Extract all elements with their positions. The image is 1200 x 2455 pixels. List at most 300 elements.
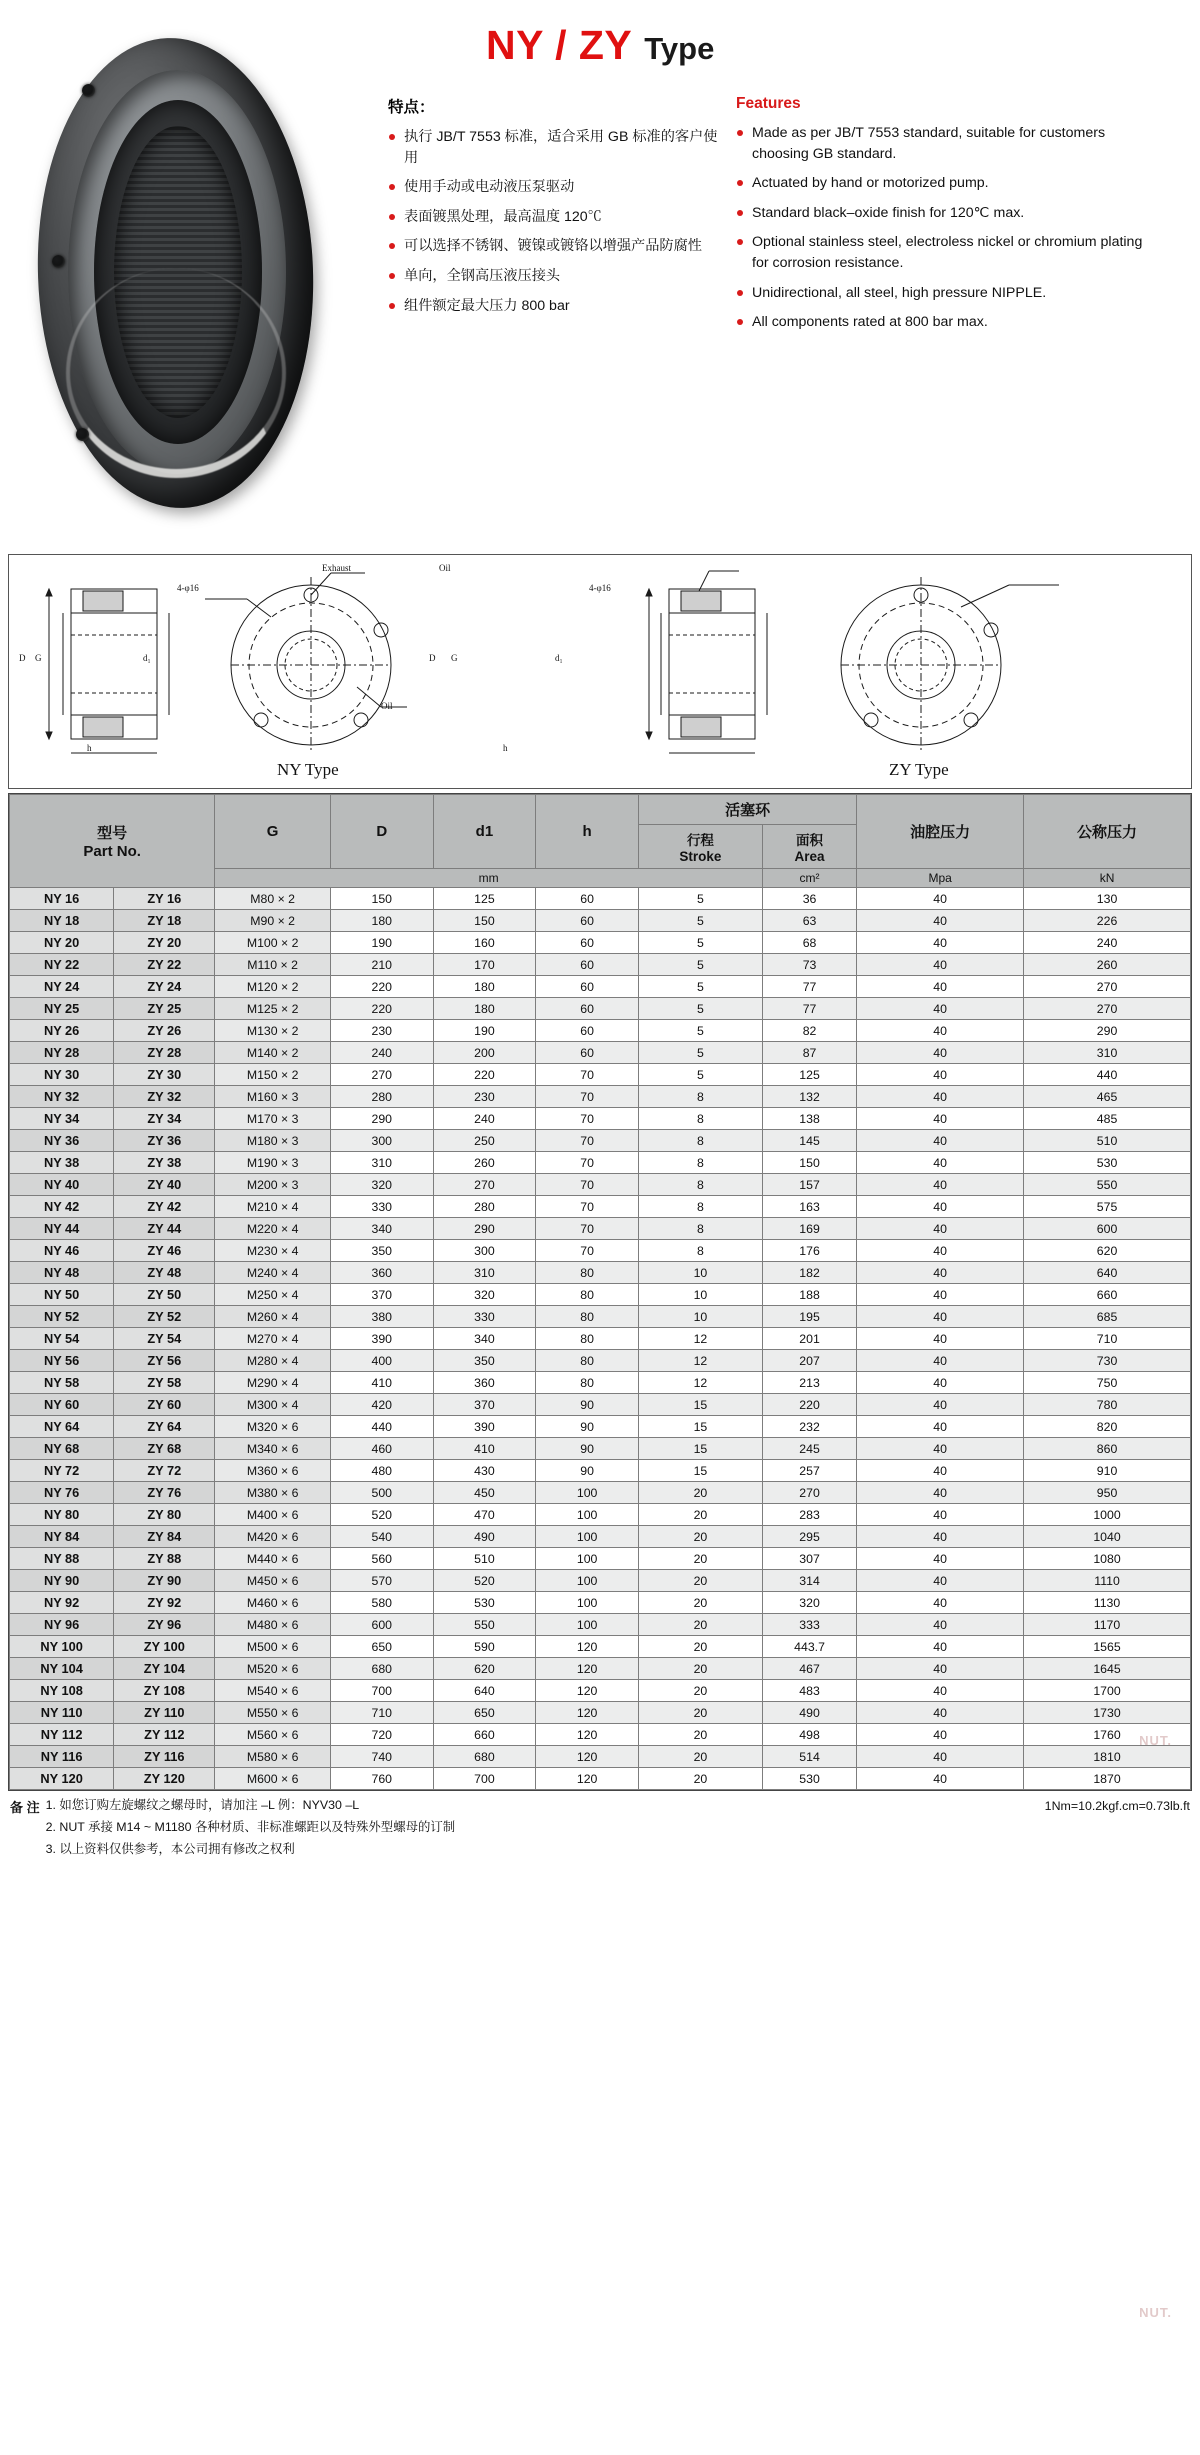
cell-ny-part: NY 116 [10,1746,114,1768]
cell-nominal-pressure: 600 [1024,1218,1191,1240]
cell-zy-part: ZY 25 [114,998,215,1020]
cell-ny-part: NY 110 [10,1702,114,1724]
cell-oil-pressure: 40 [857,1086,1024,1108]
cell-ny-part: NY 18 [10,910,114,932]
cell-oil-pressure: 40 [857,1592,1024,1614]
cell-nominal-pressure: 226 [1024,910,1191,932]
cell-stroke: 8 [638,1174,762,1196]
cell-ny-part: NY 25 [10,998,114,1020]
cell-g: M100 × 2 [215,932,331,954]
cell-d: 710 [330,1702,433,1724]
cell-g: M210 × 4 [215,1196,331,1218]
cell-area: 150 [762,1152,856,1174]
cell-zy-part: ZY 22 [114,954,215,976]
cell-nominal-pressure: 1565 [1024,1636,1191,1658]
cell-d1: 270 [433,1174,536,1196]
cell-d1: 160 [433,932,536,954]
cell-area: 132 [762,1086,856,1108]
table-row [10,1460,1191,1482]
cell-h: 100 [536,1526,639,1548]
cell-zy-part: ZY 60 [114,1394,215,1416]
cell-ny-part: NY 40 [10,1174,114,1196]
cell-ny-part: NY 32 [10,1086,114,1108]
cell-g: M80 × 2 [215,888,331,910]
cell-nominal-pressure: 685 [1024,1306,1191,1328]
cell-g: M230 × 4 [215,1240,331,1262]
cell-nominal-pressure: 310 [1024,1042,1191,1064]
cell-h: 70 [536,1174,639,1196]
cell-stroke: 8 [638,1130,762,1152]
cell-zy-part: ZY 50 [114,1284,215,1306]
cell-ny-part: NY 72 [10,1460,114,1482]
cell-g: M140 × 2 [215,1042,331,1064]
cell-stroke: 5 [638,1042,762,1064]
cell-h: 120 [536,1768,639,1790]
table-head [10,795,1191,888]
cell-zy-part: ZY 80 [114,1504,215,1526]
cell-area: 498 [762,1724,856,1746]
cell-zy-part: ZY 58 [114,1372,215,1394]
cell-area: 182 [762,1262,856,1284]
cell-d1: 350 [433,1350,536,1372]
cell-d: 700 [330,1680,433,1702]
cell-stroke: 10 [638,1284,762,1306]
cell-zy-part: ZY 16 [114,888,215,910]
cell-d1: 190 [433,1020,536,1042]
cell-nominal-pressure: 1080 [1024,1548,1191,1570]
cell-h: 100 [536,1570,639,1592]
cell-oil-pressure: 40 [857,1130,1024,1152]
table-row [10,1262,1191,1284]
cell-g: M200 × 3 [215,1174,331,1196]
cell-ny-part: NY 108 [10,1680,114,1702]
cell-h: 120 [536,1724,639,1746]
cell-oil-pressure: 40 [857,1526,1024,1548]
cell-d1: 650 [433,1702,536,1724]
cell-d: 420 [330,1394,433,1416]
cell-oil-pressure: 40 [857,1504,1024,1526]
cell-d: 350 [330,1240,433,1262]
cell-ny-part: NY 30 [10,1064,114,1086]
cell-nominal-pressure: 1760 [1024,1724,1191,1746]
cell-nominal-pressure: 270 [1024,976,1191,998]
cell-zy-part: ZY 46 [114,1240,215,1262]
cell-g: M400 × 6 [215,1504,331,1526]
cell-nominal-pressure: 730 [1024,1350,1191,1372]
cell-stroke: 20 [638,1614,762,1636]
list-item: Actuated by hand or motorized pump. [736,173,1156,194]
cell-stroke: 20 [638,1680,762,1702]
cell-area: 157 [762,1174,856,1196]
cell-h: 60 [536,954,639,976]
cell-oil-pressure: 40 [857,1152,1024,1174]
th-stroke [638,825,762,869]
cell-d1: 290 [433,1218,536,1240]
cell-nominal-pressure: 1130 [1024,1592,1191,1614]
notes-list [46,1797,456,1863]
cell-ny-part: NY 54 [10,1328,114,1350]
table-row [10,954,1191,976]
cell-zy-part: ZY 44 [114,1218,215,1240]
cell-area: 490 [762,1702,856,1724]
cell-stroke: 5 [638,976,762,998]
table-row [10,1240,1191,1262]
table-row [10,1614,1191,1636]
footer-section [10,1797,1190,1863]
cell-d1: 220 [433,1064,536,1086]
cell-h: 80 [536,1262,639,1284]
cell-d1: 660 [433,1724,536,1746]
spec-table [9,794,1191,1790]
cell-zy-part: ZY 92 [114,1592,215,1614]
cell-ny-part: NY 60 [10,1394,114,1416]
cell-d1: 680 [433,1746,536,1768]
cell-nominal-pressure: 270 [1024,998,1191,1020]
cell-d: 760 [330,1768,433,1790]
cell-h: 80 [536,1306,639,1328]
cell-nominal-pressure: 130 [1024,888,1191,910]
cell-g: M460 × 6 [215,1592,331,1614]
cell-h: 100 [536,1592,639,1614]
cell-g: M130 × 2 [215,1020,331,1042]
cell-area: 514 [762,1746,856,1768]
cell-oil-pressure: 40 [857,1746,1024,1768]
cell-ny-part: NY 104 [10,1658,114,1680]
cell-oil-pressure: 40 [857,1020,1024,1042]
list-item: 单向，全钢高压液压接头 [388,266,718,287]
unit-conversion-note: 1Nm=10.2kgf.cm=0.73lb.ft [1044,1799,1190,1813]
cell-zy-part: ZY 26 [114,1020,215,1042]
table-body [10,888,1191,1790]
cell-d1: 620 [433,1658,536,1680]
cell-d1: 125 [433,888,536,910]
cell-nominal-pressure: 510 [1024,1130,1191,1152]
cell-nominal-pressure: 575 [1024,1196,1191,1218]
cell-h: 90 [536,1416,639,1438]
cell-ny-part: NY 52 [10,1306,114,1328]
cell-oil-pressure: 40 [857,1196,1024,1218]
cell-oil-pressure: 40 [857,1460,1024,1482]
cell-nominal-pressure: 1700 [1024,1680,1191,1702]
cell-nominal-pressure: 780 [1024,1394,1191,1416]
list-item: Standard black–oxide finish for 120℃ max. [736,203,1156,224]
table-row [10,1174,1191,1196]
zy-type-caption: ZY Type [889,760,949,779]
cell-zy-part: ZY 30 [114,1064,215,1086]
cell-zy-part: ZY 84 [114,1526,215,1548]
cell-ny-part: NY 58 [10,1372,114,1394]
cell-d: 270 [330,1064,433,1086]
cell-area: 530 [762,1768,856,1790]
cell-nominal-pressure: 260 [1024,954,1191,976]
cell-oil-pressure: 40 [857,976,1024,998]
watermark: NUT. [1139,2305,1172,2320]
cell-area: 176 [762,1240,856,1262]
features-english [736,95,1156,342]
cell-oil-pressure: 40 [857,1724,1024,1746]
cell-area: 333 [762,1614,856,1636]
cell-h: 60 [536,1020,639,1042]
cell-nominal-pressure: 550 [1024,1174,1191,1196]
cell-nominal-pressure: 710 [1024,1328,1191,1350]
cell-area: 257 [762,1460,856,1482]
cell-g: M280 × 4 [215,1350,331,1372]
cell-h: 70 [536,1064,639,1086]
th-area-en: Area [794,849,825,864]
cell-area: 220 [762,1394,856,1416]
cell-d: 650 [330,1636,433,1658]
cell-d: 580 [330,1592,433,1614]
cell-stroke: 5 [638,1020,762,1042]
cell-d1: 530 [433,1592,536,1614]
cell-area: 63 [762,910,856,932]
th-part-no-en: Part No. [83,843,141,860]
table-row [10,1218,1191,1240]
cell-g: M420 × 6 [215,1526,331,1548]
cell-zy-part: ZY 24 [114,976,215,998]
cell-stroke: 12 [638,1372,762,1394]
cell-g: M520 × 6 [215,1658,331,1680]
cell-h: 90 [536,1438,639,1460]
cell-oil-pressure: 40 [857,1416,1024,1438]
cell-ny-part: NY 22 [10,954,114,976]
cell-area: 163 [762,1196,856,1218]
cell-nominal-pressure: 1000 [1024,1504,1191,1526]
cell-ny-part: NY 26 [10,1020,114,1042]
cell-area: 36 [762,888,856,910]
cell-d1: 430 [433,1460,536,1482]
cell-oil-pressure: 40 [857,910,1024,932]
cell-h: 70 [536,1218,639,1240]
cell-d1: 390 [433,1416,536,1438]
cell-d: 300 [330,1130,433,1152]
label-h: h [87,743,92,753]
cell-d1: 250 [433,1130,536,1152]
cell-zy-part: ZY 120 [114,1768,215,1790]
features-en-heading: Features [736,95,801,112]
cell-h: 60 [536,1042,639,1064]
cell-h: 60 [536,910,639,932]
cell-stroke: 20 [638,1592,762,1614]
cell-stroke: 5 [638,1064,762,1086]
cell-ny-part: NY 56 [10,1350,114,1372]
table-row [10,1658,1191,1680]
cell-nominal-pressure: 640 [1024,1262,1191,1284]
cell-stroke: 15 [638,1416,762,1438]
cell-d1: 310 [433,1262,536,1284]
cell-g: M160 × 3 [215,1086,331,1108]
cell-d1: 640 [433,1680,536,1702]
notes-block [10,1797,455,1863]
cell-h: 70 [536,1152,639,1174]
list-item: 执行 JB/T 7553 标准，适合采用 GB 标准的客户使用 [388,127,718,168]
cell-d1: 700 [433,1768,536,1790]
cell-d: 370 [330,1284,433,1306]
cell-ny-part: NY 90 [10,1570,114,1592]
cell-ny-part: NY 76 [10,1482,114,1504]
cell-area: 443.7 [762,1636,856,1658]
cell-nominal-pressure: 1645 [1024,1658,1191,1680]
cell-h: 80 [536,1284,639,1306]
cell-g: M600 × 6 [215,1768,331,1790]
cell-d: 390 [330,1328,433,1350]
cell-d1: 280 [433,1196,536,1218]
cell-ny-part: NY 20 [10,932,114,954]
table-row [10,1526,1191,1548]
table-row [10,932,1191,954]
cell-d: 400 [330,1350,433,1372]
cell-h: 90 [536,1460,639,1482]
cell-d: 570 [330,1570,433,1592]
cell-ny-part: NY 64 [10,1416,114,1438]
table-row [10,1394,1191,1416]
table-row [10,1064,1191,1086]
oil-port-icon [52,255,65,268]
cell-g: M120 × 2 [215,976,331,998]
list-item: 使用手动或电动液压泵驱动 [388,177,718,198]
cell-ny-part: NY 48 [10,1262,114,1284]
cell-nominal-pressure: 910 [1024,1460,1191,1482]
features-cn-list [388,127,718,316]
th-part-no [10,795,215,888]
cell-oil-pressure: 40 [857,1482,1024,1504]
label-d-zy: D [429,653,436,663]
cell-h: 100 [536,1548,639,1570]
cell-zy-part: ZY 38 [114,1152,215,1174]
cell-d1: 510 [433,1548,536,1570]
cell-stroke: 5 [638,910,762,932]
cell-area: 82 [762,1020,856,1042]
table-row [10,1284,1191,1306]
cell-h: 120 [536,1658,639,1680]
cell-oil-pressure: 40 [857,888,1024,910]
cell-nominal-pressure: 950 [1024,1482,1191,1504]
table-row [10,1702,1191,1724]
cell-d1: 240 [433,1108,536,1130]
cell-zy-part: ZY 104 [114,1658,215,1680]
cell-area: 145 [762,1130,856,1152]
th-stroke-cn: 行程 [686,833,714,848]
cell-d1: 150 [433,910,536,932]
cell-area: 87 [762,1042,856,1064]
table-row [10,1636,1191,1658]
list-item: 2. NUT 承接 M14 ~ M1180 各种材质、非标准螺距以及特殊外型螺母的订制 [45,1819,456,1834]
cell-ny-part: NY 88 [10,1548,114,1570]
cell-ny-part: NY 96 [10,1614,114,1636]
list-item: 表面镀黑处理，最高温度 120℃ [388,207,718,228]
cell-oil-pressure: 40 [857,1702,1024,1724]
oil-port-icon [76,428,89,441]
th-unit-kn: kN [1024,869,1191,888]
table-row [10,1350,1191,1372]
cell-area: 307 [762,1548,856,1570]
cell-nominal-pressure: 820 [1024,1416,1191,1438]
header-text-block [340,18,1190,538]
cell-oil-pressure: 40 [857,1438,1024,1460]
oil-port-icon [82,84,95,97]
cell-oil-pressure: 40 [857,1372,1024,1394]
features-chinese [388,95,718,342]
cell-nominal-pressure: 240 [1024,932,1191,954]
table-row [10,1020,1191,1042]
cell-stroke: 12 [638,1350,762,1372]
header-section [0,0,1200,548]
th-area-cn: 面积 [796,833,824,848]
cell-d: 440 [330,1416,433,1438]
cell-stroke: 15 [638,1394,762,1416]
label-d1: d₁ [143,653,151,663]
cell-ny-part: NY 84 [10,1526,114,1548]
cell-oil-pressure: 40 [857,1042,1024,1064]
cell-d1: 230 [433,1086,536,1108]
cell-oil-pressure: 40 [857,1284,1024,1306]
cell-g: M240 × 4 [215,1262,331,1284]
table-row [10,1504,1191,1526]
cell-h: 80 [536,1372,639,1394]
cell-stroke: 5 [638,888,762,910]
cell-ny-part: NY 46 [10,1240,114,1262]
cell-zy-part: ZY 68 [114,1438,215,1460]
cell-d: 220 [330,976,433,998]
cell-g: M320 × 6 [215,1416,331,1438]
cell-stroke: 15 [638,1460,762,1482]
cell-zy-part: ZY 108 [114,1680,215,1702]
cell-stroke: 20 [638,1548,762,1570]
cell-g: M290 × 4 [215,1372,331,1394]
cell-g: M90 × 2 [215,910,331,932]
cell-zy-part: ZY 34 [114,1108,215,1130]
cell-d: 230 [330,1020,433,1042]
cell-g: M360 × 6 [215,1460,331,1482]
cell-d1: 340 [433,1328,536,1350]
cell-ny-part: NY 42 [10,1196,114,1218]
cell-nominal-pressure: 1040 [1024,1526,1191,1548]
title-main: NY / ZY [486,22,633,68]
cell-h: 60 [536,976,639,998]
table-row [10,910,1191,932]
cell-h: 70 [536,1240,639,1262]
spec-table-wrapper [8,793,1192,1791]
cell-d1: 180 [433,976,536,998]
cell-area: 125 [762,1064,856,1086]
list-item: 可以选择不锈钢、镀镍或镀铬以增强产品防腐性 [388,236,718,257]
table-row [10,1328,1191,1350]
cell-stroke: 20 [638,1504,762,1526]
th-stroke-en: Stroke [679,849,722,864]
cell-zy-part: ZY 56 [114,1350,215,1372]
cell-h: 100 [536,1504,639,1526]
cell-d: 280 [330,1086,433,1108]
cell-g: M380 × 6 [215,1482,331,1504]
cell-ny-part: NY 36 [10,1130,114,1152]
cell-ny-part: NY 44 [10,1218,114,1240]
cell-nominal-pressure: 485 [1024,1108,1191,1130]
cell-h: 80 [536,1350,639,1372]
cell-g: M540 × 6 [215,1680,331,1702]
cell-ny-part: NY 92 [10,1592,114,1614]
cell-h: 70 [536,1086,639,1108]
cell-d1: 450 [433,1482,536,1504]
table-row [10,1680,1191,1702]
th-unit-cm2: cm² [762,869,856,888]
cell-d: 290 [330,1108,433,1130]
list-item: Made as per JB/T 7553 standard, suitable for customers choosing GB standard. [736,123,1156,164]
cell-ny-part: NY 38 [10,1152,114,1174]
features-en-list [736,123,1156,333]
cell-h: 120 [536,1636,639,1658]
cell-area: 320 [762,1592,856,1614]
th-area [762,825,856,869]
